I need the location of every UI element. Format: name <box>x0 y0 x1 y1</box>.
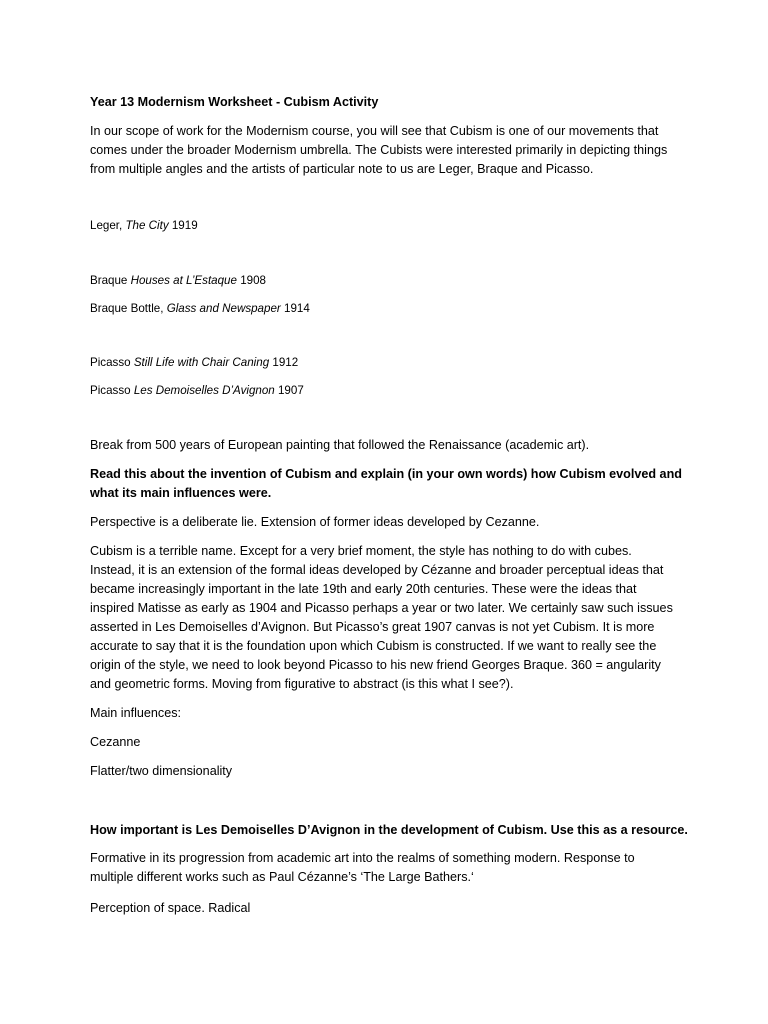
question-1-line: what its main influences were. <box>90 486 272 500</box>
perception-note: Perception of space. Radical <box>90 901 251 915</box>
artwork-item-braque-bottle <box>90 300 310 318</box>
artwork-artist: Braque <box>90 274 131 287</box>
cubism-line: inspired Matisse as early as 1904 and Picasso perhaps a year or two later. We certainly saw such issues <box>90 601 673 615</box>
artwork-title: Houses at L’Estaque <box>130 274 237 287</box>
cubism-line: became increasingly important in the late 19th and early 20th centuries. These were the ideas that <box>90 582 637 596</box>
cubism-line: and geometric forms. Moving from figurative to abstract (is this what I see?). <box>90 677 514 691</box>
cubism-line: asserted in Les Demoiselles d’Avignon. But Picasso’s great 1907 canvas is not yet Cubism. It is more <box>90 620 655 634</box>
artwork-year: 1919 <box>168 219 198 232</box>
question-2: How important is Les Demoiselles D’Avignon in the development of Cubism. Use this as a resource. <box>90 823 688 837</box>
cubism-line: accurate to say that it is the foundation upon which Cubism is constructed. If we want to really see the <box>90 639 657 653</box>
cubism-line: Cubism is a terrible name. Except for a very brief moment, the style has nothing to do with cubes. <box>90 544 632 558</box>
artwork-artist: Picasso <box>90 356 134 369</box>
cubism-paragraph <box>90 542 680 694</box>
artwork-title: Still Life with Chair Caning <box>133 356 270 369</box>
artwork-item-picasso-demoiselles <box>90 382 304 400</box>
cubism-line: origin of the style, we need to look beyond Picasso to his new friend Georges Braque. 360 = angularity <box>90 658 661 672</box>
break-note: Break from 500 years of European painting that followed the Renaissance (academic art). <box>90 438 590 452</box>
artwork-artist: Picasso <box>90 384 134 397</box>
artwork-year: 1912 <box>269 356 299 369</box>
intro-line: comes under the broader Modernism umbrella. The Cubists were interested primarily in depicting things <box>90 143 668 157</box>
artwork-year: 1908 <box>236 274 266 287</box>
artwork-item-picasso-still-life <box>90 354 298 372</box>
question-1 <box>90 465 680 503</box>
intro-line: from multiple angles and the artists of particular note to us are Leger, Braque and Picasso. <box>90 162 594 176</box>
artwork-item-braque-houses <box>90 272 266 290</box>
influence-item-flatter: Flatter/two dimensionality <box>90 764 233 778</box>
formative-paragraph <box>90 849 680 887</box>
question-1-line: Read this about the invention of Cubism and explain (in your own words) how Cubism evolved and <box>90 467 682 481</box>
influences-heading: Main influences: <box>90 706 182 720</box>
intro-paragraph <box>90 122 680 179</box>
artwork-year: 1914 <box>280 302 310 315</box>
artwork-title: Glass and Newspaper <box>166 302 281 315</box>
artwork-artist: Leger, <box>90 219 126 232</box>
artwork-year: 1907 <box>274 384 304 397</box>
intro-line: In our scope of work for the Modernism course, you will see that Cubism is one of our movements that <box>90 124 659 138</box>
perspective-note: Perspective is a deliberate lie. Extension of former ideas developed by Cezanne. <box>90 515 540 529</box>
formative-line: multiple different works such as Paul Cézanne’s ‘The Large Bathers.‘ <box>90 870 474 884</box>
influence-item-cezanne: Cezanne <box>90 735 141 749</box>
worksheet-title: Year 13 Modernism Worksheet - Cubism Activity <box>90 95 379 109</box>
formative-line: Formative in its progression from academic art into the realms of something modern. Response to <box>90 851 635 865</box>
artwork-artist: Braque Bottle, <box>90 302 167 315</box>
artwork-item-leger-city <box>90 217 198 235</box>
cubism-line: Instead, it is an extension of the formal ideas developed by Cézanne and broader perceptual ideas that <box>90 563 664 577</box>
artwork-title: The City <box>125 219 169 232</box>
artwork-title: Les Demoiselles D’Avignon <box>133 384 275 397</box>
